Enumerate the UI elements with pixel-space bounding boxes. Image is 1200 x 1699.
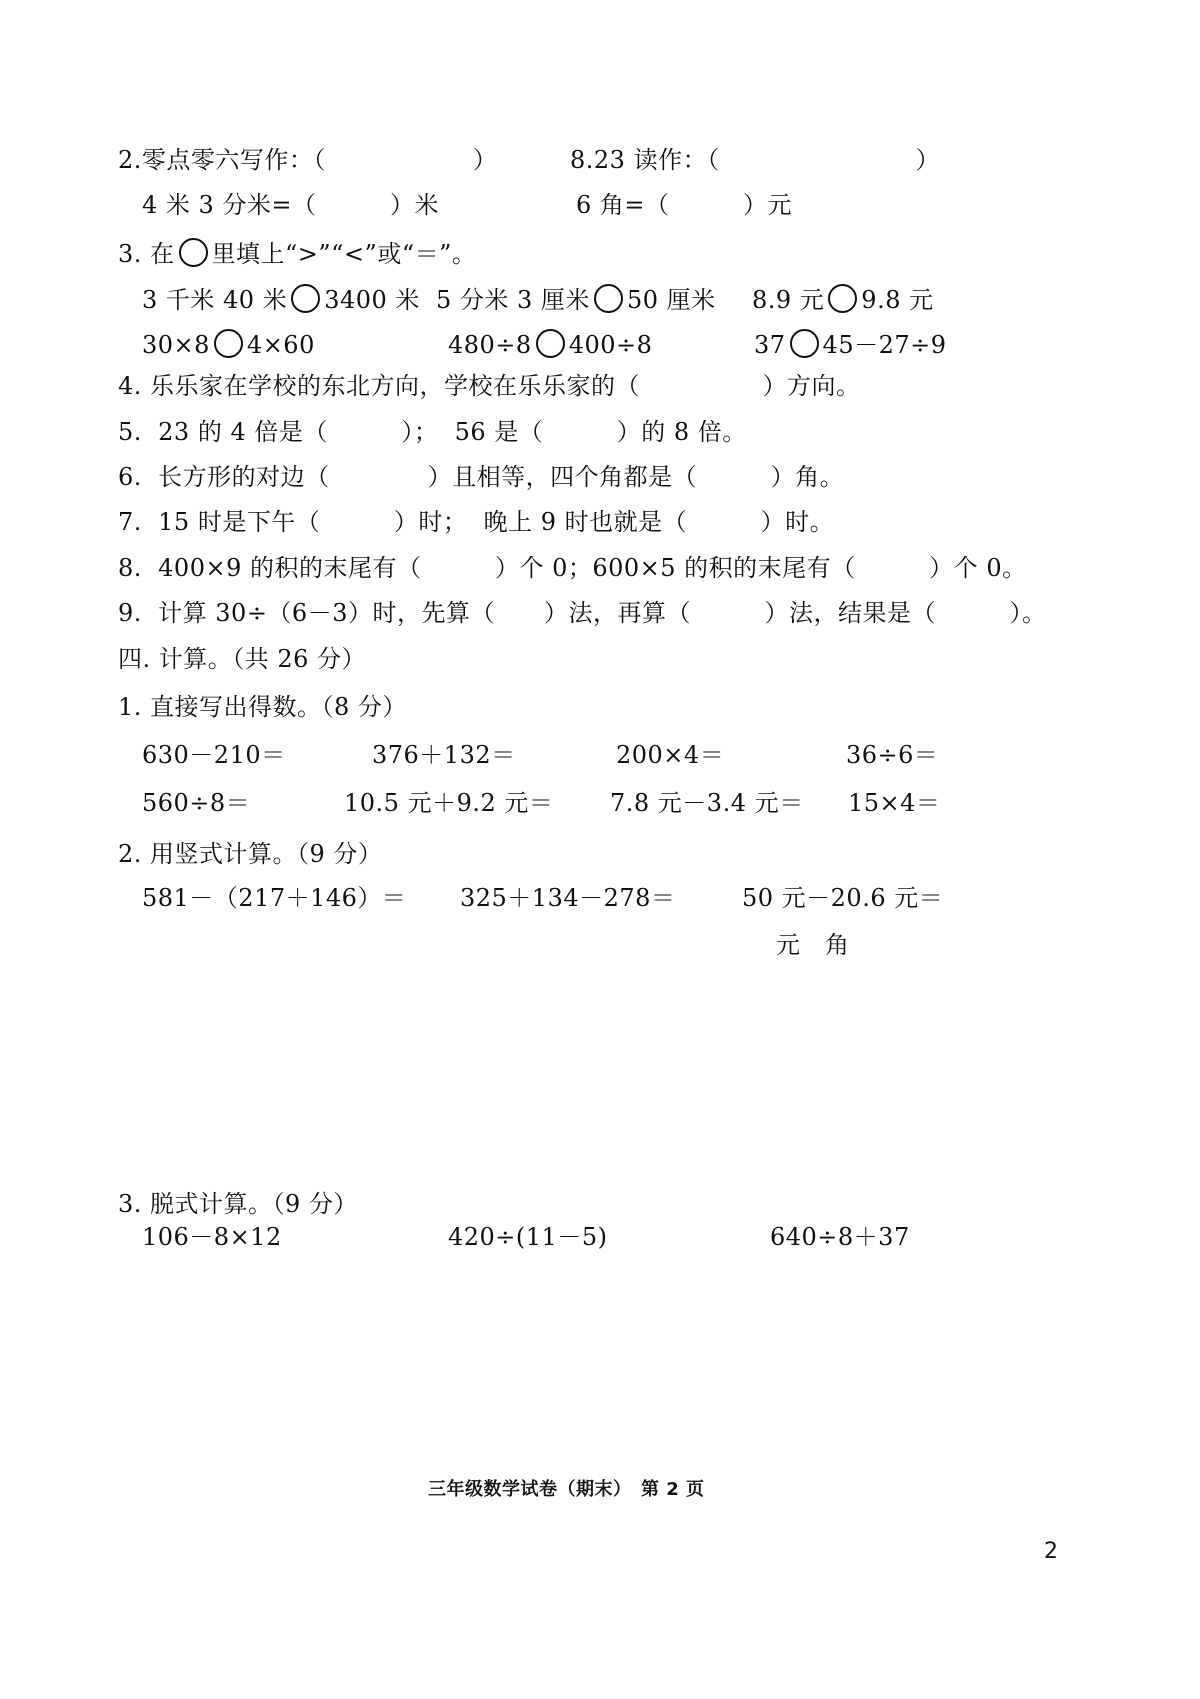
q3-title-post: 里填上“>”“<”或“＝”。 xyxy=(211,240,477,268)
calc-item: 36÷6＝ xyxy=(846,741,939,769)
question-9: 9. 计算 30÷（6－3）时，先算（ ）法，再算（ ）法，结果是（ ）。 xyxy=(118,599,1047,627)
answer-circle[interactable] xyxy=(828,284,857,313)
calc-item: 376＋132＝ xyxy=(372,741,516,769)
calc-item: 15×4＝ xyxy=(848,789,941,817)
q3-compare-1-3: 8.9 元 9.8 元 xyxy=(752,286,934,314)
q2-line2-left: 4 米 3 分米=（ ）米 xyxy=(142,191,440,219)
calc-item: 200×4＝ xyxy=(616,741,725,769)
q3-compare-2-1: 30×8 4×60 xyxy=(142,331,315,359)
q3-compare-2-2: 480÷8 400÷8 xyxy=(448,331,653,359)
circle-icon xyxy=(179,238,208,267)
vertical-calc-item: 50 元－20.6 元＝ xyxy=(742,884,944,912)
section-4-title: 四. 计算。（共 26 分） xyxy=(118,645,367,673)
calc-item: 630－210＝ xyxy=(142,741,286,769)
question-8: 8. 400×9 的积的末尾有（ ）个 0；600×5 的积的末尾有（ ）个 0。 xyxy=(118,554,1027,582)
part-3-title: 3. 脱式计算。（9 分） xyxy=(118,1190,358,1218)
q2-line1-right: 8.23 读作：（ ） xyxy=(570,146,941,174)
question-5: 5. 23 的 4 倍是（ ）； 56 是（ ）的 8 倍。 xyxy=(118,418,747,446)
answer-circle[interactable] xyxy=(536,329,565,358)
q2-line2-right: 6 角=（ ）元 xyxy=(576,191,793,219)
q3-compare-1-1: 3 千米 40 米 3400 米 xyxy=(142,286,420,314)
calc-item: 7.8 元－3.4 元＝ xyxy=(610,789,804,817)
part-1-title: 1. 直接写出得数。（8 分） xyxy=(118,693,407,721)
answer-circle[interactable] xyxy=(291,284,320,313)
q3-compare-2-3: 37 45－27÷9 xyxy=(754,331,947,359)
question-7: 7. 15 时是下午（ ）时； 晚上 9 时也就是（ ）时。 xyxy=(118,508,835,536)
q3-title xyxy=(118,238,476,267)
calc-item: 10.5 元＋9.2 元＝ xyxy=(344,789,554,817)
q2-line1-left: 2.零点零六写作：（ ） xyxy=(118,146,498,174)
part-2-title: 2. 用竖式计算。（9 分） xyxy=(118,840,383,868)
answer-circle[interactable] xyxy=(594,284,623,313)
calc-item: 560÷8＝ xyxy=(142,789,251,817)
q3-compare-1-2: 5 分米 3 厘米 50 厘米 xyxy=(436,286,716,314)
stepwise-calc-item: 640÷8＋37 xyxy=(770,1223,910,1251)
unit-labels: 元 角 xyxy=(776,931,850,959)
page-footer: 三年级数学试卷（期末） 第 2 页 xyxy=(428,1479,705,1500)
answer-circle[interactable] xyxy=(790,329,819,358)
answer-circle[interactable] xyxy=(214,329,243,358)
stepwise-calc-item: 420÷(11－5) xyxy=(448,1223,608,1251)
question-4: 4. 乐乐家在学校的东北方向，学校在乐乐家的（ ）方向。 xyxy=(118,372,861,400)
question-6: 6. 长方形的对边（ ）且相等，四个角都是（ ）角。 xyxy=(118,463,845,491)
vertical-calc-item: 581－（217＋146）＝ xyxy=(142,884,407,912)
vertical-calc-item: 325＋134－278＝ xyxy=(460,884,676,912)
q3-title-pre: 3. 在 xyxy=(118,240,175,268)
stepwise-calc-item: 106－8×12 xyxy=(142,1223,282,1251)
page-number: 2 xyxy=(1044,1539,1059,1564)
